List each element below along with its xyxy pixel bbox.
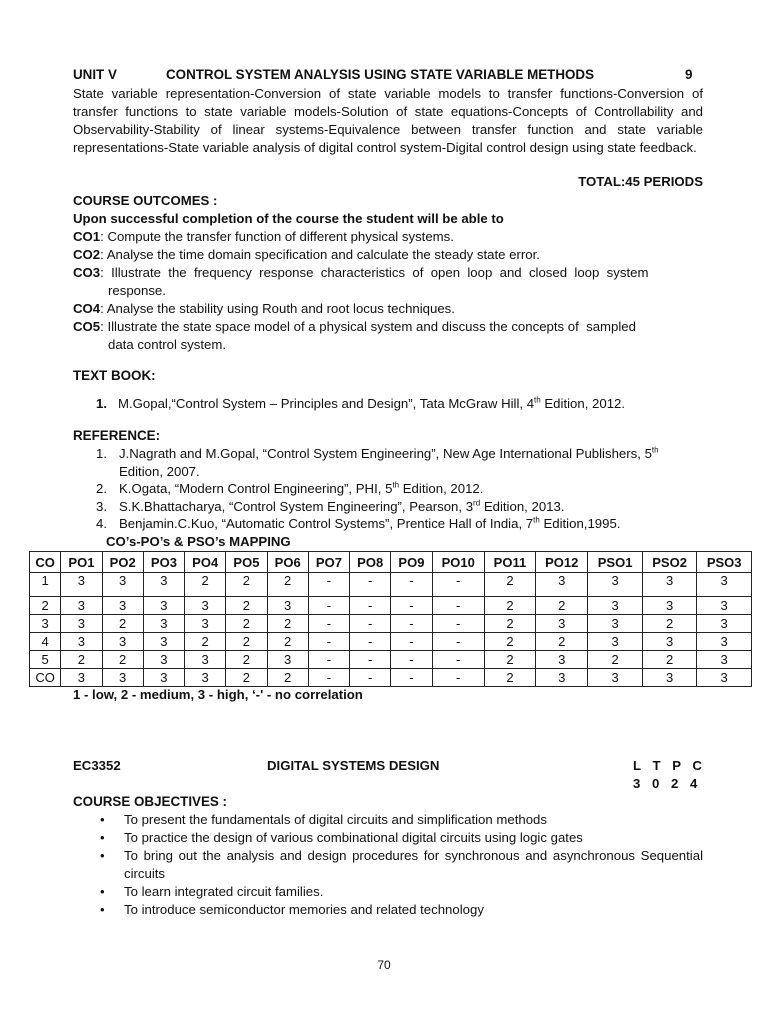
mapping-cell: - [432,573,484,597]
mapping-cell: 3 [143,633,184,651]
mapping-cell: 3 [143,651,184,669]
mapping-cell: 3 [143,573,184,597]
mapping-table [29,551,752,687]
mapping-row [30,573,752,597]
mapping-cell: 3 [536,669,588,687]
mapping-cell: 3 [185,597,226,615]
mapping-cell: 2 [226,597,267,615]
mapping-cell: 3 [61,615,102,633]
mapping-cell: 2 [226,633,267,651]
mapping-cell: 2 [642,615,697,633]
mapping-cell: 2 [588,651,643,669]
objective-text: To present the fundamentals of digital circuits and simplification methods [124,812,547,827]
mapping-cell: 2 [61,651,102,669]
text-book-citation: M.Gopal,“Control System – Principles and Design”, Tata McGraw Hill, 4 [118,396,535,411]
superscript: th [534,395,541,405]
mapping-cell: - [308,669,349,687]
mapping-cell: 3 [588,573,643,597]
co-code: CO2 [73,247,101,262]
co-text: : Analyse the time domain specification and calculate the steady state error. [100,247,540,262]
reference-number: 4. [96,516,107,531]
mapping-cell: - [350,597,391,615]
mapping-cell: 3 [61,669,102,687]
mapping-cell: 2 [226,651,267,669]
mapping-cell: 2 [484,669,535,687]
course-outcomes [73,192,703,354]
mapping-header-cell: PO2 [102,552,143,573]
reference-item [96,498,706,516]
mapping-header-cell: PO10 [432,552,484,573]
reference-text: S.K.Bhattacharya, “Control System Engineering”, Pearson, 3 [119,498,474,514]
unit-title: CONTROL SYSTEM ANALYSIS USING STATE VARIABLE METHODS [166,67,595,82]
mapping-cell: - [391,573,432,597]
mapping-cell: - [350,615,391,633]
reference-text-end: Edition, 2012. [399,481,484,496]
objective-text: To introduce semiconductor memories and related technology [124,902,484,917]
mapping-cell: 2 [642,651,697,669]
ltpc-label: L T P C [633,758,706,773]
mapping-cell: 3 [185,651,226,669]
mapping-header-cell: PO6 [267,552,308,573]
co-text-continued: response. [108,283,166,298]
mapping-cell: - [391,633,432,651]
mapping-cell: 3 [697,573,752,597]
text-book-citation-end: Edition, 2012. [540,396,626,411]
mapping-cell: - [350,651,391,669]
bullet-icon: • [100,848,105,863]
mapping-cell: - [432,615,484,633]
mapping-cell: 3 [588,615,643,633]
mapping-cell: 2 [185,573,226,597]
mapping-row-label: CO [30,669,61,687]
mapping-cell: 3 [697,597,752,615]
total-periods: TOTAL:45 PERIODS [578,174,703,189]
text-book-number: 1. [96,396,107,411]
mapping-header-cell: CO [30,552,61,573]
objective-item [100,883,703,901]
mapping-cell: 3 [642,597,697,615]
mapping-cell: 2 [102,651,143,669]
unit-hours: 9 [685,67,693,82]
course-title: DIGITAL SYSTEMS DESIGN [267,758,440,773]
objectives-list [100,811,703,919]
mapping-cell: - [432,651,484,669]
mapping-cell: 3 [536,615,588,633]
co-code: CO4 [73,301,101,316]
mapping-header-cell: PO5 [226,552,267,573]
superscript: rd [473,498,481,508]
mapping-row [30,633,752,651]
mapping-cell: 3 [536,573,588,597]
mapping-header-cell: PO8 [350,552,391,573]
page-number: 70 [377,958,391,972]
reference-text-end: Edition, 2013. [480,498,565,514]
mapping-cell: 2 [185,633,226,651]
superscript: th [533,515,540,525]
reference-text-end: Edition,1995. [539,516,621,531]
co-text: : Illustrate the frequency response characteristics of open loop and closed loop system [100,265,649,280]
mapping-cell: - [308,615,349,633]
mapping-header-cell: PO11 [484,552,535,573]
co-item [73,300,703,318]
mapping-body [30,573,752,687]
superscript: th [651,445,659,455]
co-text: : Illustrate the state space model of a physical system and discuss the concepts of sampled [100,319,636,334]
reference-text: J.Nagrath and M.Gopal, “Control System Engineering”, New Age International Publishers, 5 [119,446,652,461]
mapping-cell: - [350,573,391,597]
mapping-cell: 2 [267,615,308,633]
co-item [73,228,703,246]
mapping-cell: 3 [697,633,752,651]
mapping-row-label: 5 [30,651,61,669]
mapping-row-label: 2 [30,597,61,615]
objective-text: To practice the design of various combinational digital circuits using logic gates [124,830,583,845]
mapping-cell: - [391,615,432,633]
mapping-cell: 3 [185,669,226,687]
objective-item [100,901,703,919]
mapping-cell: 2 [102,615,143,633]
mapping-cell: 3 [642,633,697,651]
text-book-item [96,396,625,411]
co-code: CO5 [73,319,101,334]
mapping-header-cell: PO1 [61,552,102,573]
reference-number: 3. [96,498,107,514]
mapping-cell: 2 [226,669,267,687]
mapping-cell: 2 [267,633,308,651]
mapping-header-cell: PO7 [308,552,349,573]
mapping-cell: - [391,669,432,687]
mapping-cell: - [432,633,484,651]
mapping-header-row [30,552,752,573]
mapping-cell: 2 [484,633,535,651]
mapping-cell: 3 [588,597,643,615]
mapping-header-cell: PSO2 [642,552,697,573]
objective-item [100,847,703,883]
reference-number: 1. [96,446,107,461]
mapping-header-cell: PO9 [391,552,432,573]
mapping-header-cell: PO3 [143,552,184,573]
mapping-row [30,615,752,633]
mapping-title: CO’s-PO’s & PSO’s MAPPING [106,534,291,549]
mapping-cell: - [350,669,391,687]
mapping-cell: 3 [61,597,102,615]
reference-text-end: Edition, 2007. [119,463,200,479]
mapping-cell: 2 [267,669,308,687]
mapping-row [30,669,752,687]
mapping-cell: 2 [267,573,308,597]
reference-item [96,515,706,533]
mapping-legend: 1 - low, 2 - medium, 3 - high, ‘-' - no correlation [73,687,363,702]
mapping-header-cell: PO12 [536,552,588,573]
co-text: : Compute the transfer function of different physical systems. [100,229,454,244]
mapping-header-cell: PSO1 [588,552,643,573]
reference-list [96,445,706,533]
mapping-cell: 3 [697,615,752,633]
bullet-icon: • [100,812,105,827]
objective-item [100,829,703,847]
objective-text: To learn integrated circuit families. [124,884,324,899]
bullet-icon: • [100,884,105,899]
mapping-cell: 3 [588,669,643,687]
mapping-cell: 2 [536,633,588,651]
co-item [73,318,703,336]
co-item [73,246,703,264]
co-text-continued: data control system. [108,337,227,352]
course-outcomes-heading: COURSE OUTCOMES : [73,193,218,208]
mapping-cell: 2 [484,597,535,615]
co-text: : Analyse the stability using Routh and root locus techniques. [100,301,455,316]
mapping-cell: 2 [536,597,588,615]
mapping-cell: 2 [484,615,535,633]
mapping-row-label: 4 [30,633,61,651]
mapping-row-label: 3 [30,615,61,633]
bullet-icon: • [100,830,105,845]
objectives-heading: COURSE OBJECTIVES : [73,794,228,809]
mapping-cell: 2 [226,615,267,633]
course-outcomes-intro: Upon successful completion of the course the student will be able to [73,211,504,226]
mapping-cell: - [308,633,349,651]
mapping-cell: 3 [102,597,143,615]
mapping-cell: 3 [61,633,102,651]
unit-content: State variable representation-Conversion of state variable models to transfer functions-Conversion of transfer functions to state variable models-Solution of state equations-Concepts of Controllability and Observability-Stability of linear systems-Equivalence between transfer function and state variable representations-State variable analysis of digital control system-Digital control design using state feedback. [73,86,703,155]
mapping-header-cell: PO4 [185,552,226,573]
mapping-cell: 2 [226,573,267,597]
mapping-row-label: 1 [30,573,61,597]
reference-text: K.Ogata, “Modern Control Engineering”, PHI, 5 [119,481,393,496]
reference-number: 2. [96,481,107,496]
superscript: th [392,480,400,490]
course-code: EC3352 [73,758,121,773]
mapping-cell: - [432,669,484,687]
bullet-icon: • [100,902,105,917]
mapping-cell: 3 [185,615,226,633]
mapping-row [30,597,752,615]
mapping-cell: 2 [484,651,535,669]
reference-item [96,445,706,480]
mapping-cell: - [432,597,484,615]
mapping-cell: 3 [102,573,143,597]
mapping-cell: 3 [588,633,643,651]
mapping-cell: 3 [642,669,697,687]
reference-heading: REFERENCE: [73,428,161,443]
mapping-cell: 3 [267,651,308,669]
mapping-cell: 2 [484,573,535,597]
mapping-cell: 3 [697,669,752,687]
mapping-cell: - [308,573,349,597]
mapping-cell: 3 [143,669,184,687]
unit-code: UNIT V [73,67,117,82]
mapping-cell: 3 [536,651,588,669]
mapping-cell: 3 [61,573,102,597]
ltpc-values: 3 0 2 4 [633,776,702,791]
mapping-cell: 3 [143,615,184,633]
mapping-cell: - [308,597,349,615]
co-code: CO3 [73,265,101,280]
mapping-cell: 3 [102,669,143,687]
mapping-cell: 3 [642,573,697,597]
mapping-cell: 3 [143,597,184,615]
mapping-cell: - [308,651,349,669]
mapping-cell: - [350,633,391,651]
co-code: CO1 [73,229,101,244]
mapping-cell: 3 [267,597,308,615]
mapping-header-cell: PSO3 [697,552,752,573]
mapping-row [30,651,752,669]
reference-item [96,480,706,498]
mapping-cell: 3 [697,651,752,669]
objective-text: To bring out the analysis and design procedures for synchronous and asynchronous Sequential circuits [124,848,703,881]
text-book-heading: TEXT BOOK: [73,368,156,383]
objective-item [100,811,703,829]
reference-text: Benjamin.C.Kuo, “Automatic Control Systems”, Prentice Hall of India, 7 [119,516,534,531]
mapping-cell: - [391,651,432,669]
co-item [73,264,703,282]
mapping-cell: - [391,597,432,615]
mapping-cell: 3 [102,633,143,651]
